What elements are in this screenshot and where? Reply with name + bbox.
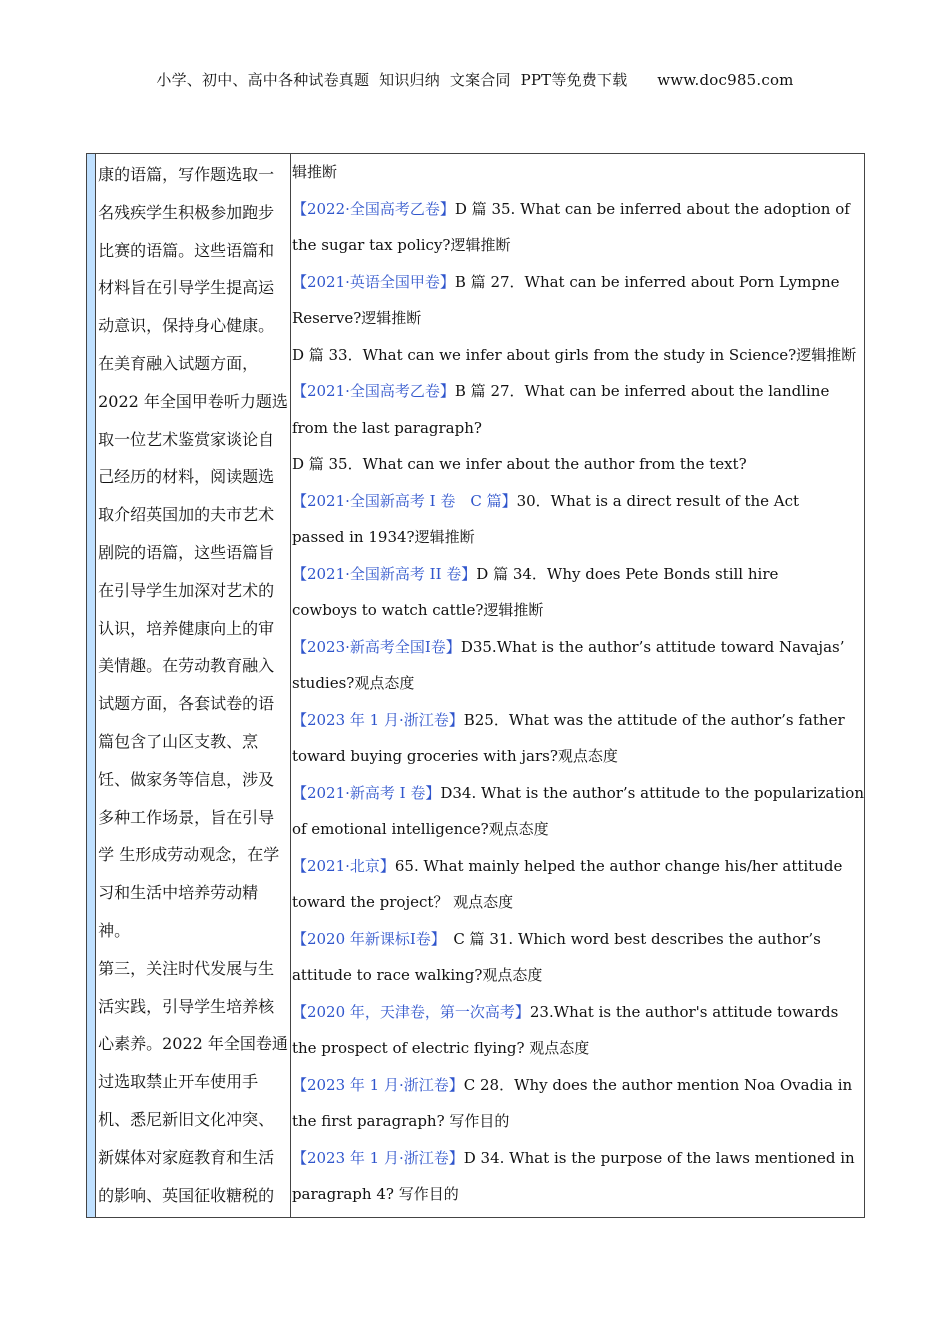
question-text: B 篇 27．What can be inferred about the landline bbox=[454, 382, 830, 400]
question-text: 23.What is the author's attitude towards bbox=[529, 1002, 839, 1021]
question-line bbox=[292, 373, 864, 410]
question-text: D 篇 34．Why does Pete Bonds still hire bbox=[476, 564, 779, 583]
question-text: paragraph 4? 写作目的 bbox=[291, 1185, 459, 1203]
question-text: B 篇 27．What can be inferred about Porn Lympne bbox=[454, 272, 840, 291]
question-line bbox=[292, 1103, 864, 1140]
question-text: the sugar tax policy?逻辑推断 bbox=[291, 236, 511, 254]
left-text-line: 材料旨在引导学生提高运 bbox=[98, 278, 275, 298]
question-line bbox=[292, 1140, 864, 1177]
exam-source-tag: 【2022·全国高考乙卷】 bbox=[291, 199, 455, 218]
exam-source-tag: 【2020 年新课标Ⅰ卷】 bbox=[291, 929, 439, 948]
exam-source-tag: 【2020 年，天津卷，第一次高考】 bbox=[291, 1002, 530, 1021]
exam-source-tag: 【2023 年 1 月·浙江卷】 bbox=[291, 1148, 464, 1167]
question-line bbox=[292, 994, 864, 1031]
left-text-line: 认识，培养健康向上的审 bbox=[98, 618, 275, 638]
question-text: studies?观点态度 bbox=[291, 674, 415, 692]
left-text-line: 美情趣。在劳动教育融入 bbox=[98, 656, 275, 676]
question-line bbox=[292, 446, 864, 483]
left-text-line: 己经历的材料，阅读题选 bbox=[98, 467, 275, 487]
content-table bbox=[86, 153, 865, 1218]
left-text-line: 学 生形成劳动观念，在学 bbox=[98, 845, 280, 865]
question-text: the prospect of electric flying? 观点态度 bbox=[291, 1039, 590, 1057]
left-text-line: 机、悉尼新旧文化冲突、 bbox=[98, 1109, 275, 1129]
left-text-line: 比赛的语篇。这些语篇和 bbox=[98, 240, 275, 260]
left-text-line: 的影响、英国征收糖税的 bbox=[98, 1185, 275, 1205]
question-text: the first paragraph? 写作目的 bbox=[291, 1112, 510, 1130]
question-line bbox=[292, 629, 864, 666]
exam-source-tag: 【2023 年 1 月·浙江卷】 bbox=[291, 1075, 464, 1094]
left-text-line: 神。 bbox=[98, 920, 131, 940]
question-text: 辑推断 bbox=[291, 163, 337, 181]
question-line bbox=[292, 665, 864, 702]
question-text: D 篇 33．What can we infer about girls from the study in Science?逻辑推断 bbox=[291, 345, 857, 364]
question-text: C 28．Why does the author mention Noa Ovadia in bbox=[463, 1075, 853, 1094]
left-text-line: 剧院的语篇，这些语篇旨 bbox=[98, 542, 275, 562]
question-line bbox=[292, 702, 864, 739]
question-text: 30．What is a direct result of the Act bbox=[516, 491, 800, 510]
question-line bbox=[292, 154, 864, 191]
left-text-line: 第三，关注时代发展与生 bbox=[98, 958, 275, 978]
left-text-line: 活实践，引导学生培养核 bbox=[98, 996, 275, 1016]
question-line bbox=[292, 410, 864, 447]
question-text: C 篇 31. Which word best describes the author’s bbox=[438, 929, 821, 948]
question-line bbox=[292, 264, 864, 301]
left-text-line: 2022 年全国甲卷听力题选 bbox=[98, 391, 288, 411]
question-text: attitude to race walking?观点态度 bbox=[291, 966, 543, 984]
question-text: from the last paragraph? bbox=[291, 418, 482, 437]
exam-source-tag: 【2021·全国新高考 I 卷 C 篇】 bbox=[291, 491, 517, 510]
exam-source-tag: 【2021·全国高考乙卷】 bbox=[291, 382, 455, 400]
left-text-line: 动意识，保持身心健康。 bbox=[98, 316, 275, 336]
question-line bbox=[292, 227, 864, 264]
question-text: toward buying groceries with jars?观点态度 bbox=[291, 747, 618, 765]
exam-source-tag: 【2021·全国新高考 II 卷】 bbox=[291, 564, 477, 583]
question-line bbox=[292, 337, 864, 374]
question-line bbox=[292, 811, 864, 848]
question-line bbox=[292, 848, 864, 885]
question-text: D 篇 35．What can we infer about the author from the text? bbox=[291, 455, 747, 473]
shaded-first-column bbox=[87, 154, 96, 1217]
question-line bbox=[292, 921, 864, 958]
left-text-column bbox=[96, 154, 291, 1217]
left-text-line: 名残疾学生积极参加跑步 bbox=[98, 202, 275, 222]
question-text: 65. What mainly helped the author change his/her attitude bbox=[394, 856, 843, 875]
question-line bbox=[292, 1067, 864, 1104]
question-text: D35.What is the author’s attitude toward Navajas’ bbox=[460, 637, 845, 656]
exam-source-tag: 【2023 年 1 月·浙江卷】 bbox=[291, 710, 464, 729]
question-line bbox=[292, 191, 864, 228]
exam-source-tag: 【2021·北京】 bbox=[291, 856, 395, 875]
question-line bbox=[292, 884, 864, 921]
left-text-line: 多种工作场景，旨在引导 bbox=[98, 807, 275, 827]
exam-source-tag: 【2021·新高考 I 卷】 bbox=[291, 783, 441, 802]
question-text: cowboys to watch cattle?逻辑推断 bbox=[291, 601, 544, 619]
question-text: of emotional intelligence?观点态度 bbox=[291, 820, 549, 838]
question-text: D 篇 35. What can be inferred about the adoption of bbox=[454, 199, 850, 218]
question-line bbox=[292, 1176, 864, 1213]
left-text-line: 篇包含了山区支教、烹 bbox=[98, 731, 259, 751]
question-text: D34. What is the author’s attitude to the popularization bbox=[440, 783, 864, 802]
left-text-line: 心素养。2022 年全国卷通 bbox=[98, 1034, 288, 1054]
left-text-line: 新媒体对家庭教育和生活 bbox=[98, 1147, 275, 1167]
page-header: 小学、初中、高中各种试卷真题 知识归纳 文案合同 PPT等免费下载 www.doc985.com bbox=[156, 71, 794, 89]
left-text-line: 过选取禁止开车使用手 bbox=[98, 1072, 259, 1092]
right-questions-column bbox=[291, 154, 864, 1217]
left-text-line: 取介绍英国加的夫市艺术 bbox=[98, 505, 275, 525]
question-line bbox=[292, 556, 864, 593]
question-line bbox=[292, 592, 864, 629]
question-line bbox=[292, 483, 864, 520]
question-text: Reserve?逻辑推断 bbox=[291, 309, 422, 327]
question-line bbox=[292, 300, 864, 337]
exam-source-tag: 【2023·新高考全国Ⅰ卷】 bbox=[291, 637, 461, 656]
question-line bbox=[292, 957, 864, 994]
left-text-line: 习和生活中培养劳动精 bbox=[98, 883, 259, 903]
question-text: passed in 1934?逻辑推断 bbox=[291, 528, 475, 546]
left-text-line: 取一位艺术鉴赏家谈论自 bbox=[98, 429, 275, 449]
left-text-line: 试题方面，各套试卷的语 bbox=[98, 694, 275, 714]
left-text-line: 康的语篇，写作题选取一 bbox=[98, 165, 275, 184]
left-text-line: 在美育融入试题方面， bbox=[98, 353, 259, 373]
question-line bbox=[292, 738, 864, 775]
question-text: D 34. What is the purpose of the laws mentioned in bbox=[463, 1148, 855, 1167]
question-line bbox=[292, 1030, 864, 1067]
left-text-line: 饪、做家务等信息，涉及 bbox=[98, 769, 275, 789]
question-line bbox=[292, 775, 864, 812]
exam-source-tag: 【2021·英语全国甲卷】 bbox=[291, 272, 455, 291]
question-text: toward the project？ 观点态度 bbox=[291, 893, 514, 911]
question-line bbox=[292, 519, 864, 556]
left-text-line: 在引导学生加深对艺术的 bbox=[98, 580, 275, 600]
question-text: B25．What was the attitude of the author’s father bbox=[463, 710, 845, 729]
